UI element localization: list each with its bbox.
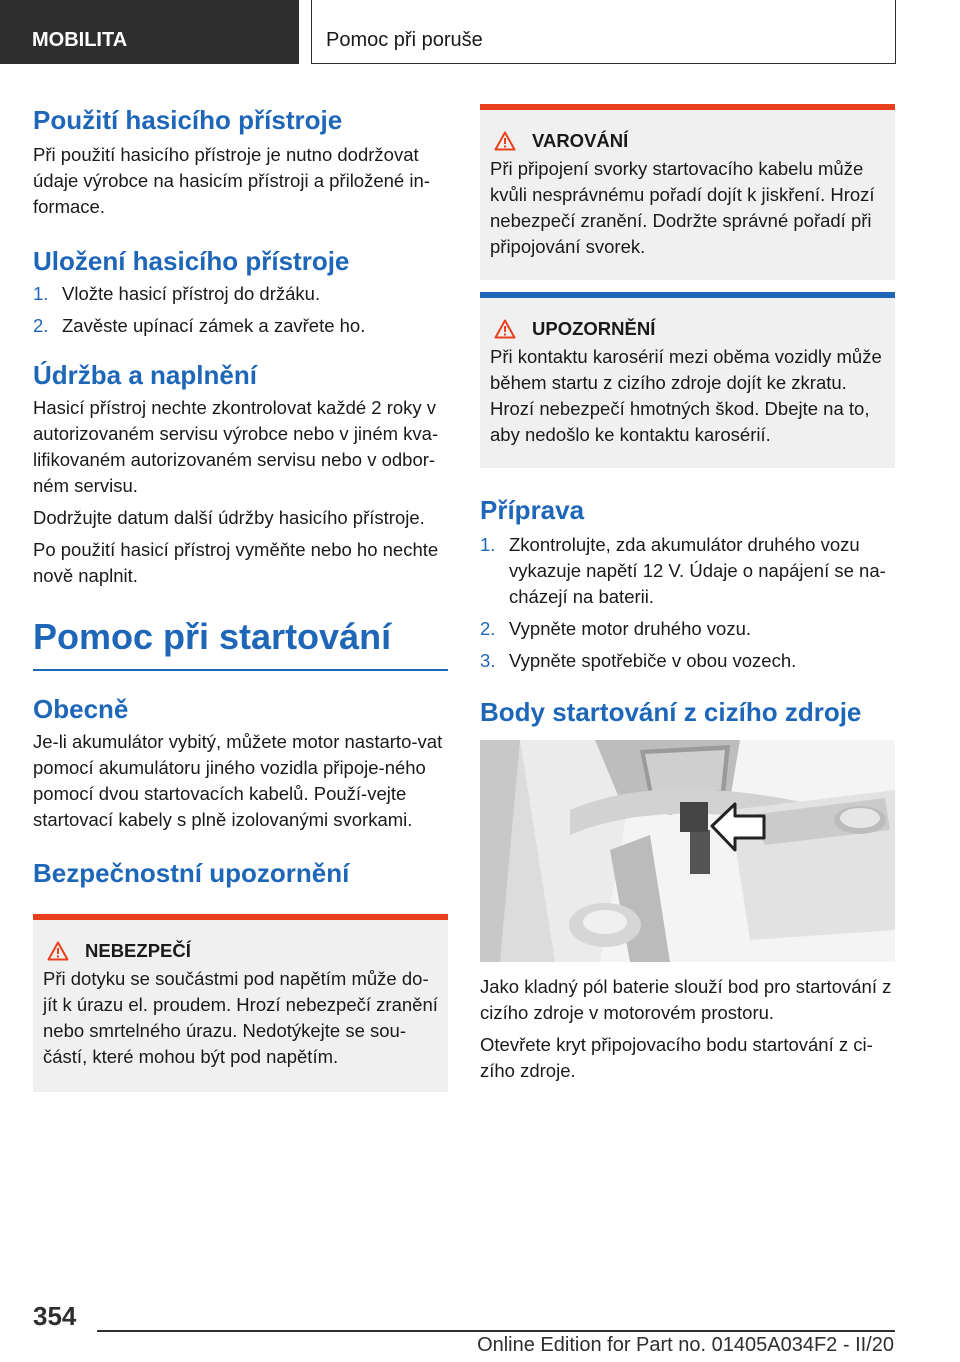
section-title: MOBILITA xyxy=(32,29,128,51)
list-item xyxy=(33,313,448,339)
step-number: 2. xyxy=(480,618,496,639)
heading-jump-start: Pomoc při startování xyxy=(33,616,392,657)
list-item xyxy=(33,281,448,307)
edition-note: Online Edition for Part no. 01405A034F2 - II/20 xyxy=(477,1334,894,1356)
preparation-steps-list xyxy=(480,532,895,674)
heading-general: Obecně xyxy=(33,693,129,724)
heading-use-extinguisher: Použití hasicího přístroje xyxy=(33,105,343,135)
warning-box xyxy=(480,104,895,280)
danger-box xyxy=(33,914,448,1092)
chapter-tab xyxy=(311,0,896,64)
caution-header xyxy=(490,318,885,340)
left-column xyxy=(33,104,448,1092)
step-text: Zavěste upínací zámek a zavřete ho. xyxy=(62,315,366,336)
paragraph-maintenance-2: Dodržujte datum další údržby hasicího přístroje. xyxy=(33,507,425,528)
list-item xyxy=(480,532,895,610)
heading-preparation: Příprava xyxy=(480,495,585,525)
danger-header xyxy=(43,940,438,962)
paragraph-jump-points-1: Jako kladný pól baterie slouží bod pro startování z cizího zdroje v motorovém prostoru. xyxy=(480,976,892,1023)
warning-triangle-icon xyxy=(494,131,516,151)
warning-header xyxy=(490,130,885,152)
heading-store-extinguisher: Uložení hasicího přístroje xyxy=(33,246,350,276)
step-number: 1. xyxy=(480,534,496,555)
section-tab xyxy=(0,0,299,64)
danger-label: NEBEZPEČÍ xyxy=(85,939,191,961)
step-text: Vypněte motor druhého vozu. xyxy=(509,618,752,639)
engine-bay-illustration xyxy=(480,740,895,962)
warning-triangle-icon xyxy=(47,941,69,961)
heading-safety-notes: Bezpečnostní upozornění xyxy=(33,857,350,888)
list-item xyxy=(480,616,895,642)
paragraph-use-extinguisher: Při použití hasicího přístroje je nutno dodržovat údaje výrobce na hasicím přístroji a přiložené in-formace. xyxy=(33,144,430,217)
heading-jump-start-points: Body startování z cizího zdroje xyxy=(480,697,862,727)
paragraph-maintenance-1: Hasicí přístroj nechte zkontrolovat každé 2 roky v autorizovaném servisu výrobce nebo v jiném kva-lifikovaném autorizovaném servisu nebo v odbor-ném servisu. xyxy=(33,397,439,496)
paragraph-jump-points-2: Otevřete kryt připojovacího bodu startování z ci-zího zdroje. xyxy=(480,1034,873,1081)
step-text: Vložte hasicí přístroj do držáku. xyxy=(62,283,321,304)
warning-label: VAROVÁNÍ xyxy=(532,130,629,151)
paragraph-general: Je-li akumulátor vybitý, můžete motor nastarto-vat pomocí akumulátoru jiného vozidla připoje-ného pomocí dvou startovacích kabelů. Použí-vejte startovací kabely s plně izolovanými svorkami. xyxy=(33,730,443,830)
step-text: Zkontrolujte, zda akumulátor druhého vozu vykazuje napětí 12 V. Údaje o napájení se na-cházejí na baterii. xyxy=(509,534,886,607)
page-number: 354 xyxy=(33,1301,77,1331)
heading-underline xyxy=(33,669,448,671)
warning-bar xyxy=(480,104,895,110)
caution-triangle-icon xyxy=(494,319,516,339)
footer-divider xyxy=(97,1330,895,1332)
step-number: 1. xyxy=(33,283,49,304)
danger-text: Při dotyku se součástmi pod napětím může do-jít k úrazu el. proudem. Hrozí nebezpečí zranění nebo smrtelného úrazu. Nedotýkejte se sou-částí, které mohou být pod napětím. xyxy=(43,967,438,1067)
paragraph-maintenance-3: Po použití hasicí přístroj vyměňte nebo ho nechte nově naplnit. xyxy=(33,539,439,586)
caution-label: UPOZORNĚNÍ xyxy=(532,318,656,339)
chapter-title: Pomoc při poruše xyxy=(326,29,483,51)
step-number: 3. xyxy=(480,650,496,671)
step-number: 2. xyxy=(33,315,49,336)
danger-bar xyxy=(33,914,448,920)
list-item xyxy=(480,648,895,674)
step-text: Vypněte spotřebiče v obou vozech. xyxy=(509,650,797,671)
store-steps-list xyxy=(33,281,448,339)
caution-box xyxy=(480,292,895,468)
right-column xyxy=(480,104,895,1084)
caution-text: Při kontaktu karosérií mezi oběma vozidly může během startu z cizího zdroje dojít ke zkratu. Hrozí nebezpečí hmotných škod. Dbejte na to, aby nedošlo ke kontaktu karosérií. xyxy=(490,346,882,445)
warning-text: Při připojení svorky startovacího kabelu může kvůli nesprávnému pořadí dojít k jiskření. Hrozí nebezpečí zranění. Dodržte správné pořadí při připojování svorek. xyxy=(490,158,875,257)
heading-maintenance: Údržba a naplnění xyxy=(33,360,257,390)
caution-bar xyxy=(480,292,895,298)
